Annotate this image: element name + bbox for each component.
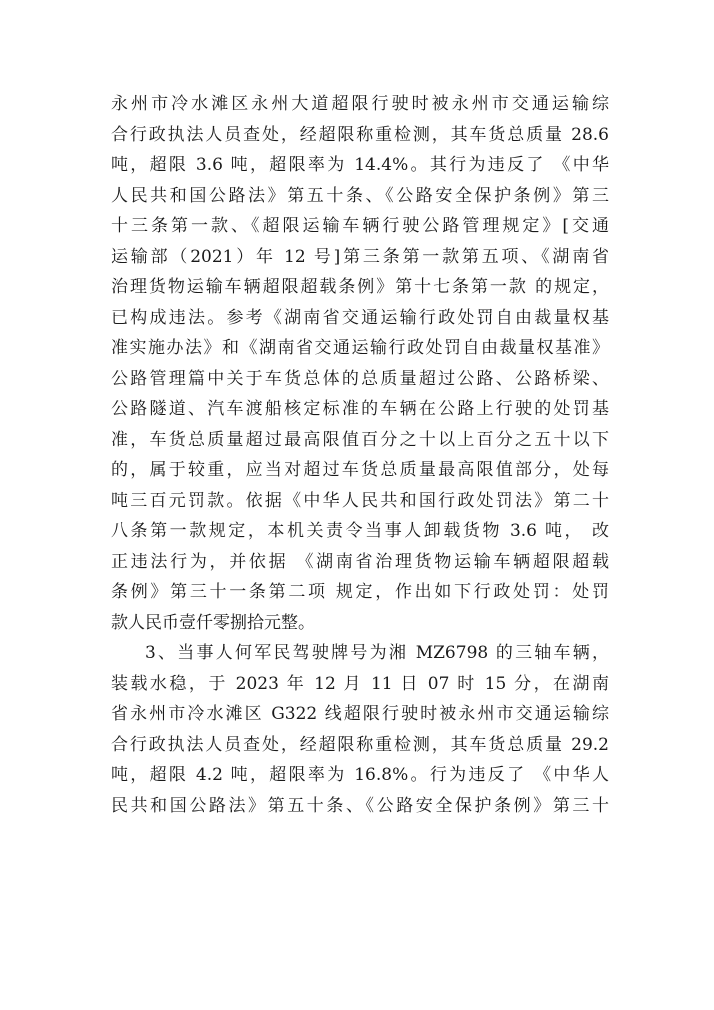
document-body <box>111 89 609 821</box>
text-line-8: 已构成违法。参考《湖南省交通运输行政处罚自由裁量权基 <box>111 307 609 328</box>
text-line-22: 合行政执法人员查处，经超限称重检测，其车货总质量 29.2 <box>111 734 609 755</box>
text-line-13: 的，属于较重，应当对超过车货总质量最高限值部分，处每 <box>111 460 609 480</box>
text-line-4: 人民共和国公路法》第五十条、《公路安全保护条例》第三 <box>111 185 609 206</box>
text-line-6: 运输部（2021）年 12 号]第三条第一款第五项、《湖南省 <box>111 246 609 267</box>
text-line-5: 十三条第一款、《超限运输车辆行驶公路管理规定》[交通 <box>111 216 609 236</box>
text-line-10: 公路管理篇中关于车货总体的总质量超过公路、公路桥梁、 <box>111 368 609 389</box>
text-line-23: 吨，超限 4.2 吨，超限率为 16.8%。行为违反了 《中华人 <box>111 765 609 785</box>
text-line-15: 八条第一款规定，本机关责令当事人卸载货物 3.6 吨， 改 <box>111 521 609 541</box>
text-line-1: 永州市冷水滩区永州大道超限行驶时被永州市交通运输综 <box>111 94 609 114</box>
text-line-7: 治理货物运输车辆超限超载条例》第十七条第一款 的规定， <box>111 277 609 297</box>
text-line-11: 公路隧道、汽车渡船核定标准的车辆在公路上行驶的处罚基 <box>111 399 609 419</box>
text-line-20: 装载水稳，于 2023 年 12 月 11 日 07 时 15 分，在湖南 <box>111 673 609 694</box>
text-line-24: 民共和国公路法》第五十条、《公路安全保护条例》第三十 <box>111 795 609 816</box>
text-line-21: 省永州市冷水滩区 G322 线超限行驶时被永州市交通运输综 <box>111 704 609 724</box>
text-line-14: 吨三百元罚款。依据《中华人民共和国行政处罚法》第二十 <box>111 490 609 511</box>
text-line-3: 吨，超限 3.6 吨，超限率为 14.4%。其行为违反了 《中华 <box>111 155 609 175</box>
text-line-16: 正违法行为，并依据 《湖南省治理货物运输车辆超限超载 <box>111 551 609 572</box>
text-line-17: 条例》第三十一条第二项 规定，作出如下行政处罚：处罚 <box>111 582 609 602</box>
text-line-2: 合行政执法人员查处，经超限称重检测，其车货总质量 28.6 <box>111 124 609 145</box>
text-line-12: 准，车货总质量超过最高限值百分之十以上百分之五十以下 <box>111 429 609 450</box>
text-line-9: 准实施办法》和《湖南省交通运输行政处罚自由裁量权基准》 <box>111 338 609 358</box>
text-line-19: 3、当事人何军民驾驶牌号为湘 MZ6798 的三轴车辆， <box>145 643 609 663</box>
text-line-18: 款人民币壹仟零捌拾元整。 <box>111 612 315 633</box>
